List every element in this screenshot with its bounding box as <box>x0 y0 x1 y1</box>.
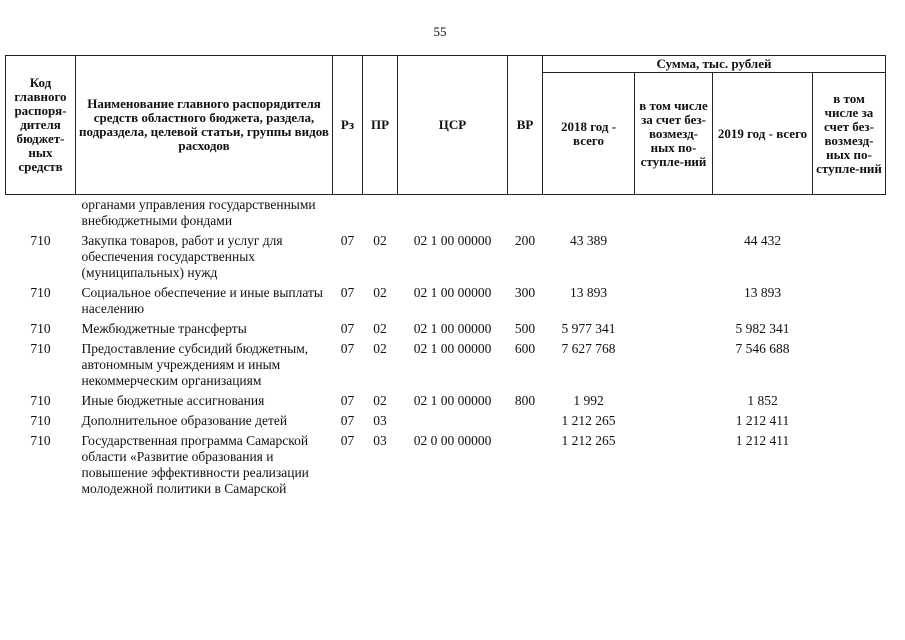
header-vr: ВР <box>508 56 543 195</box>
cell-kod: 710 <box>30 321 51 336</box>
table-row <box>6 391 886 411</box>
header-2018-total: 2018 год - всего <box>543 73 635 195</box>
table-header <box>6 56 886 195</box>
cell-vr: 500 <box>514 321 536 336</box>
cell-kod: 710 <box>30 413 51 428</box>
cell-i2018 <box>635 319 713 339</box>
cell-i2018 <box>635 231 713 283</box>
cell-name: органами управления государственными внебюджетными фондами <box>81 197 316 228</box>
cell-csr <box>398 195 508 232</box>
cell-vr <box>508 431 543 499</box>
cell-s2019 <box>713 195 813 232</box>
cell-i2019 <box>813 283 886 319</box>
header-csr: ЦСР <box>398 56 508 195</box>
cell-pr: 02 <box>373 321 387 336</box>
cell-i2018 <box>635 391 713 411</box>
cell-i2019 <box>813 195 886 232</box>
table-row <box>6 231 886 283</box>
cell-i2018 <box>635 411 713 431</box>
cell-rz: 07 <box>340 341 355 356</box>
page-number: 55 <box>433 24 447 39</box>
cell-kod <box>6 195 76 232</box>
cell-name: Дополнительное образование детей <box>81 413 288 428</box>
table-body <box>6 195 886 500</box>
table-row <box>6 411 886 431</box>
cell-s2019: 1 212 411 <box>735 413 790 428</box>
cell-name: Межбюджетные трансферты <box>81 321 247 336</box>
header-sum: Сумма, тыс. рублей <box>543 56 886 73</box>
cell-s2019: 1 212 411 <box>735 433 790 448</box>
cell-i2018 <box>635 431 713 499</box>
cell-name: Иные бюджетные ассигнования <box>81 393 265 408</box>
cell-s2019: 5 982 341 <box>735 321 790 336</box>
cell-s2018 <box>543 195 635 232</box>
cell-pr: 03 <box>373 413 387 428</box>
header-rz: Рз <box>333 56 363 195</box>
cell-i2019 <box>813 411 886 431</box>
cell-csr: 02 0 00 00000 <box>413 433 492 448</box>
table-row <box>6 339 886 391</box>
cell-pr: 02 <box>373 393 387 408</box>
cell-rz: 07 <box>340 433 355 448</box>
cell-csr: 02 1 00 00000 <box>413 285 492 300</box>
cell-vr: 200 <box>514 233 536 248</box>
table-row <box>6 283 886 319</box>
cell-rz: 07 <box>340 233 355 248</box>
cell-i2018 <box>635 195 713 232</box>
header-kod: Код главного распоря-дителя бюджет-ных средств <box>6 56 76 195</box>
cell-i2019 <box>813 431 886 499</box>
cell-rz <box>333 195 363 232</box>
cell-i2019 <box>813 319 886 339</box>
cell-vr: 600 <box>514 341 536 356</box>
cell-i2019 <box>813 231 886 283</box>
header-pr: ПР <box>363 56 398 195</box>
cell-name: Социальное обеспечение и иные выплаты населению <box>81 285 323 316</box>
cell-csr: 02 1 00 00000 <box>413 341 492 356</box>
cell-kod: 710 <box>30 341 51 356</box>
cell-s2019: 44 432 <box>743 233 782 248</box>
cell-pr: 03 <box>373 433 387 448</box>
cell-s2018: 43 389 <box>569 233 608 248</box>
cell-kod: 710 <box>30 433 51 448</box>
cell-s2018: 13 893 <box>569 285 608 300</box>
cell-kod: 710 <box>30 393 51 408</box>
cell-kod: 710 <box>30 233 51 248</box>
cell-name: Предоставление субсидий бюджетным, автономным учреждениям и иным некоммерческим организациям <box>81 341 309 388</box>
cell-i2019 <box>813 339 886 391</box>
cell-rz: 07 <box>340 285 355 300</box>
header-2018-incl: в том числе за счет без-возмезд-ных по-ступле-ний <box>635 73 713 195</box>
cell-i2018 <box>635 283 713 319</box>
cell-pr: 02 <box>373 233 387 248</box>
cell-csr: 02 1 00 00000 <box>413 321 492 336</box>
cell-vr <box>508 411 543 431</box>
cell-csr: 02 1 00 00000 <box>413 393 492 408</box>
cell-pr: 02 <box>373 285 387 300</box>
cell-pr: 02 <box>373 341 387 356</box>
cell-vr <box>508 195 543 232</box>
cell-i2018 <box>635 339 713 391</box>
cell-name: Государственная программа Самарской области «Развитие образования и повышение эффективности реализации молодежной политики в Самарской <box>81 433 309 496</box>
header-name: Наименование главного распорядителя средств областного бюджета, раздела, подраздела, целевой статьи, группы видов расходов <box>76 56 333 195</box>
header-2019-total: 2019 год - всего <box>713 73 813 195</box>
cell-i2019 <box>813 391 886 411</box>
cell-vr: 300 <box>514 285 536 300</box>
cell-s2018: 1 212 265 <box>561 413 616 428</box>
cell-csr <box>398 411 508 431</box>
cell-s2018: 5 977 341 <box>561 321 616 336</box>
cell-name: Закупка товаров, работ и услуг для обеспечения государственных (муниципальных) нужд <box>81 233 283 280</box>
table-row <box>6 195 886 232</box>
cell-s2018: 7 627 768 <box>561 341 616 356</box>
table-row <box>6 431 886 499</box>
cell-s2018: 1 212 265 <box>561 433 616 448</box>
cell-pr <box>363 195 398 232</box>
cell-s2019: 1 852 <box>747 393 778 408</box>
cell-s2018: 1 992 <box>573 393 604 408</box>
cell-rz: 07 <box>340 413 355 428</box>
budget-table <box>5 55 886 499</box>
cell-vr: 800 <box>514 393 536 408</box>
cell-kod: 710 <box>30 285 51 300</box>
cell-rz: 07 <box>340 393 355 408</box>
header-2019-incl: в том числе за счет без-возмезд-ных по-ступле-ний <box>813 73 886 195</box>
cell-s2019: 13 893 <box>743 285 782 300</box>
cell-csr: 02 1 00 00000 <box>413 233 492 248</box>
table-row <box>6 319 886 339</box>
cell-s2019: 7 546 688 <box>735 341 790 356</box>
cell-rz: 07 <box>340 321 355 336</box>
